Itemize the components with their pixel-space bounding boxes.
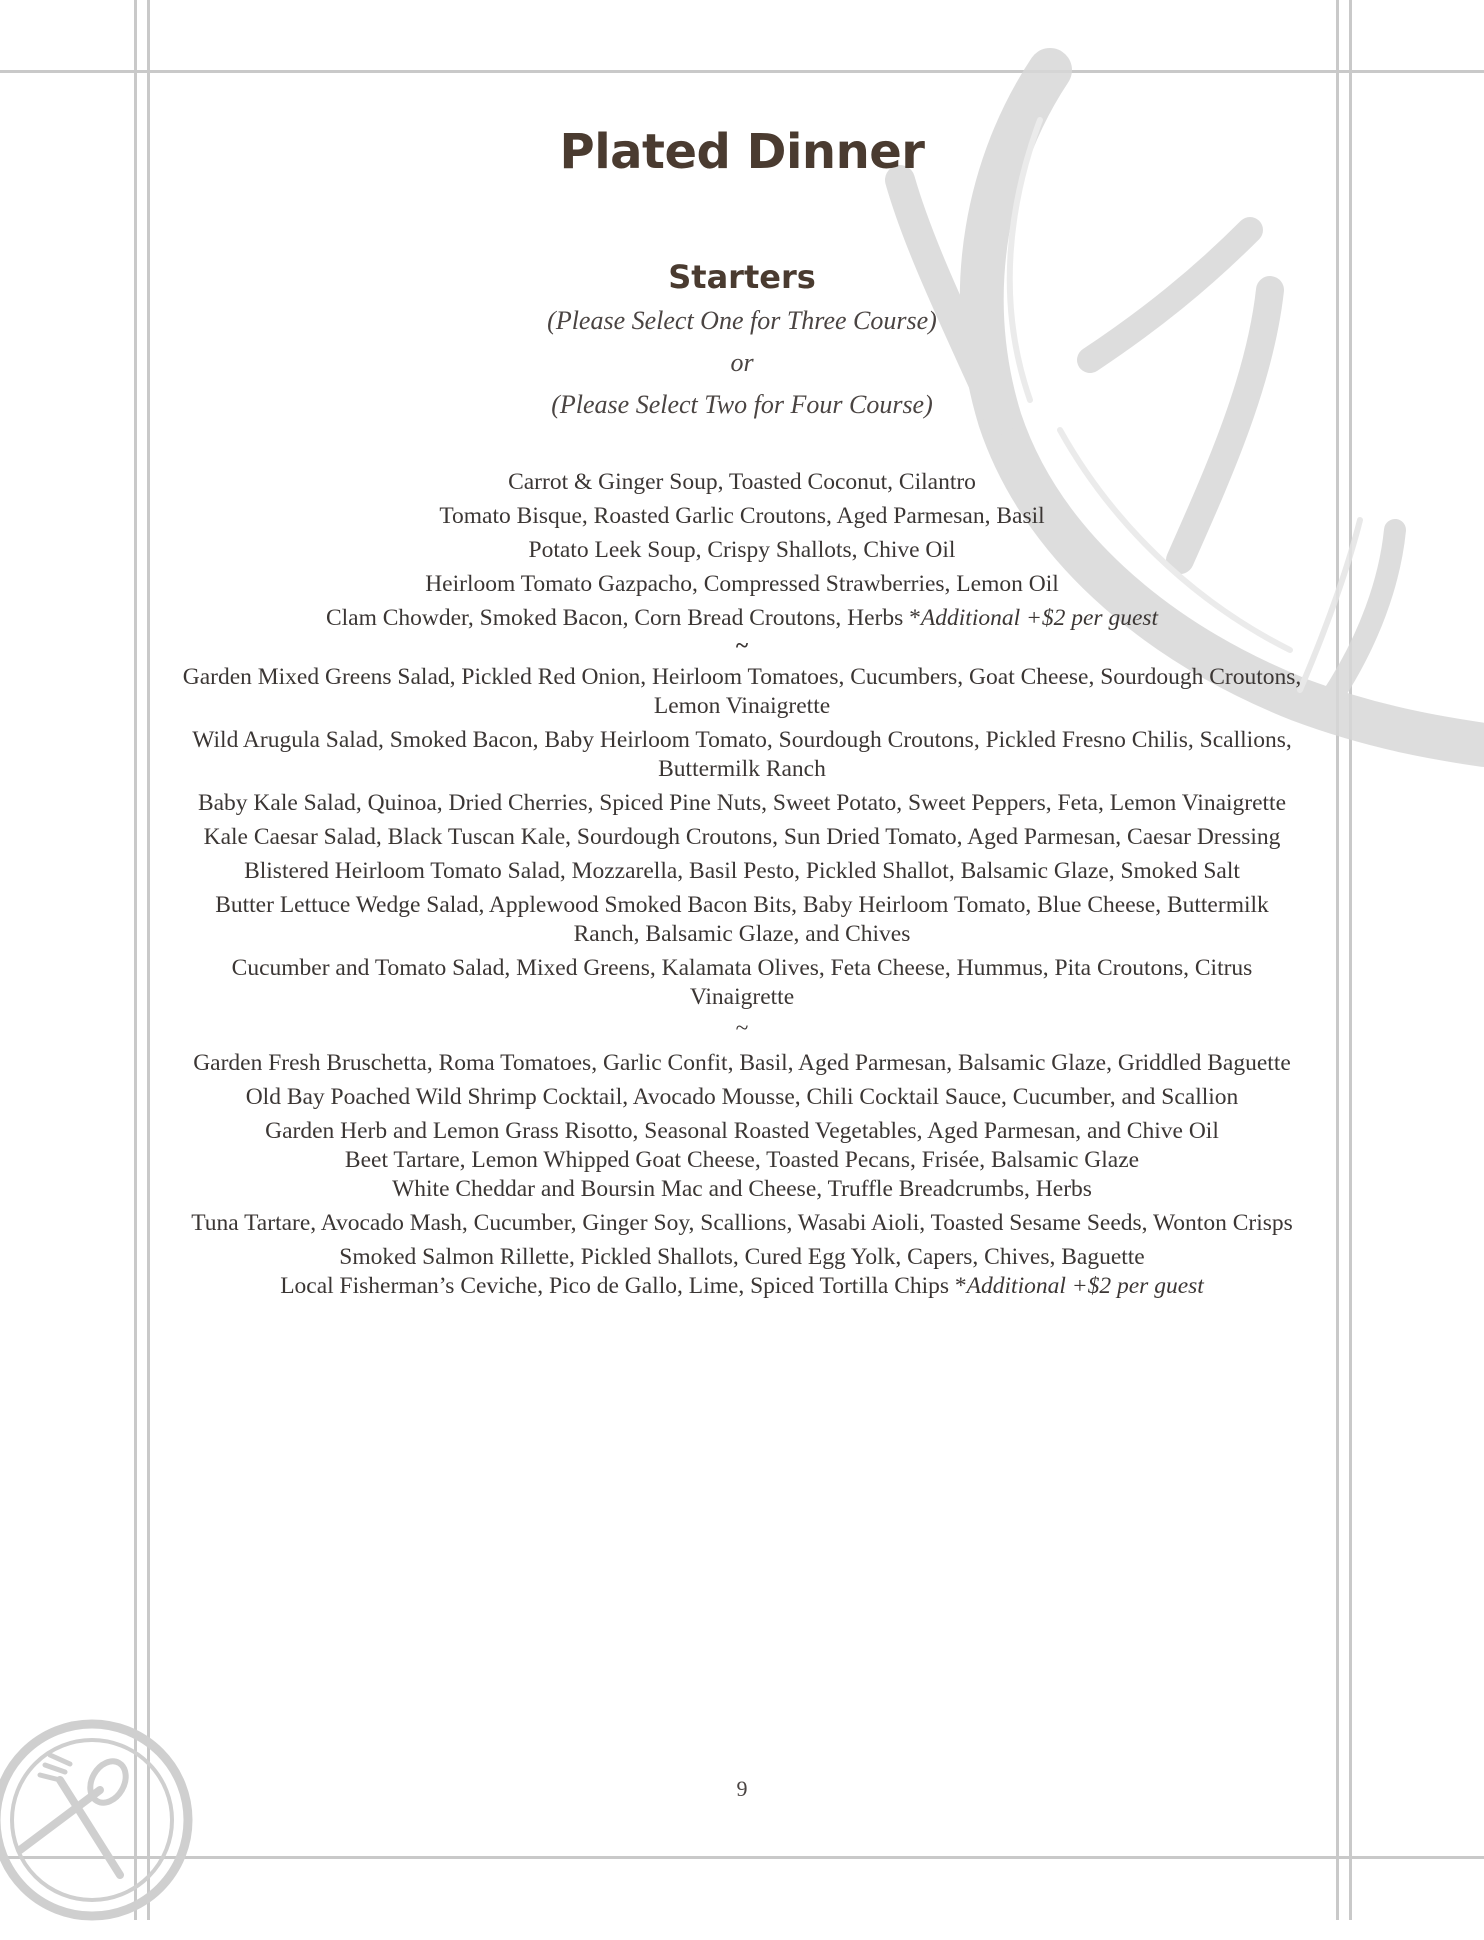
fork-knife-plate-logo-icon [0,1700,200,1940]
instruction-three-course: (Please Select One for Three Course) [547,306,937,335]
starters-menu [180,465,1304,1301]
soup-item: Potato Leek Soup, Crispy Shallots, Chive Oil [528,537,956,563]
section-heading-starters: Starters [668,258,816,296]
appetizer-item: Old Bay Poached Wild Shrimp Cocktail, Avocado Mousse, Chili Cocktail Sauce, Cucumber, and Scallion [245,1084,1239,1110]
soup-item: Clam Chowder, Smoked Bacon, Corn Bread Croutons, Herbs *Additional +$2 per guest [325,605,1159,631]
salad-item: Garden Mixed Greens Salad, Pickled Red Onion, Heirloom Tomatoes, Cucumbers, Goat Cheese, Sourdough Croutons, Lemon Vinaigrette [182,664,1302,719]
salad-item: Kale Caesar Salad, Black Tuscan Kale, Sourdough Croutons, Sun Dried Tomato, Aged Parmesan, Caesar Dressing [203,824,1281,850]
appetizer-item: Beet Tartare, Lemon Whipped Goat Cheese, Toasted Pecans, Frisée, Balsamic Glaze [344,1147,1140,1173]
soup-item: Tomato Bisque, Roasted Garlic Croutons, Aged Parmesan, Basil [439,503,1045,529]
surcharge-note: Additional +$2 per guest [920,605,1159,631]
section-separator: ~ [735,1015,749,1041]
instruction-four-course: (Please Select Two for Four Course) [551,390,933,419]
salad-item: Baby Kale Salad, Quinoa, Dried Cherries, Spiced Pine Nuts, Sweet Potato, Sweet Peppers, Feta, Lemon Vinaigrette [197,790,1287,816]
soup-item: Carrot & Ginger Soup, Toasted Coconut, Cilantro [508,469,976,495]
appetizer-item: Smoked Salmon Rillette, Pickled Shallots, Cured Egg Yolk, Capers, Chives, Baguette [339,1244,1145,1270]
appetizer-item: Local Fisherman’s Ceviche, Pico de Gallo, Lime, Spiced Tortilla Chips *Additional +$2 per guest [280,1273,1204,1299]
salad-list [180,663,1304,1012]
appetizer-item: Garden Herb and Lemon Grass Risotto, Seasonal Roasted Vegetables, Aged Parmesan, and Chive Oil [265,1118,1219,1144]
salad-item: Cucumber and Tomato Salad, Mixed Greens, Kalamata Olives, Feta Cheese, Hummus, Pita Croutons, Citrus Vinaigrette [231,955,1253,1010]
instruction-or: or [730,348,754,377]
section-separator: ~ [735,633,749,659]
appetizer-item: White Cheddar and Boursin Mac and Cheese, Truffle Breadcrumbs, Herbs [392,1176,1092,1202]
appetizer-item: Garden Fresh Bruschetta, Roma Tomatoes, Garlic Confit, Basil, Aged Parmesan, Balsamic Glaze, Griddled Baguette [193,1050,1291,1076]
soup-list [180,465,1304,635]
surcharge-note: Additional +$2 per guest [966,1273,1204,1299]
top-border-line [0,70,1484,73]
page-title: Plated Dinner [559,124,925,180]
salad-item: Butter Lettuce Wedge Salad, Applewood Smoked Bacon Bits, Baby Heirloom Tomato, Blue Cheese, Buttermilk Ranch, Balsamic Glaze, and Chives [215,892,1269,947]
bottom-border-line [0,1856,1484,1859]
appetizer-list [180,1049,1304,1301]
salad-item: Blistered Heirloom Tomato Salad, Mozzarella, Basil Pesto, Pickled Shallot, Balsamic Glaze, Smoked Salt [244,858,1240,884]
salad-item: Wild Arugula Salad, Smoked Bacon, Baby Heirloom Tomato, Sourdough Croutons, Pickled Fresno Chilis, Scallions, Buttermilk Ranch [192,727,1292,782]
soup-item: Heirloom Tomato Gazpacho, Compressed Strawberries, Lemon Oil [425,571,1059,597]
page-number: 9 [736,1776,748,1801]
appetizer-item: Tuna Tartare, Avocado Mash, Cucumber, Ginger Soy, Scallions, Wasabi Aioli, Toasted Sesame Seeds, Wonton Crisps [191,1210,1293,1236]
